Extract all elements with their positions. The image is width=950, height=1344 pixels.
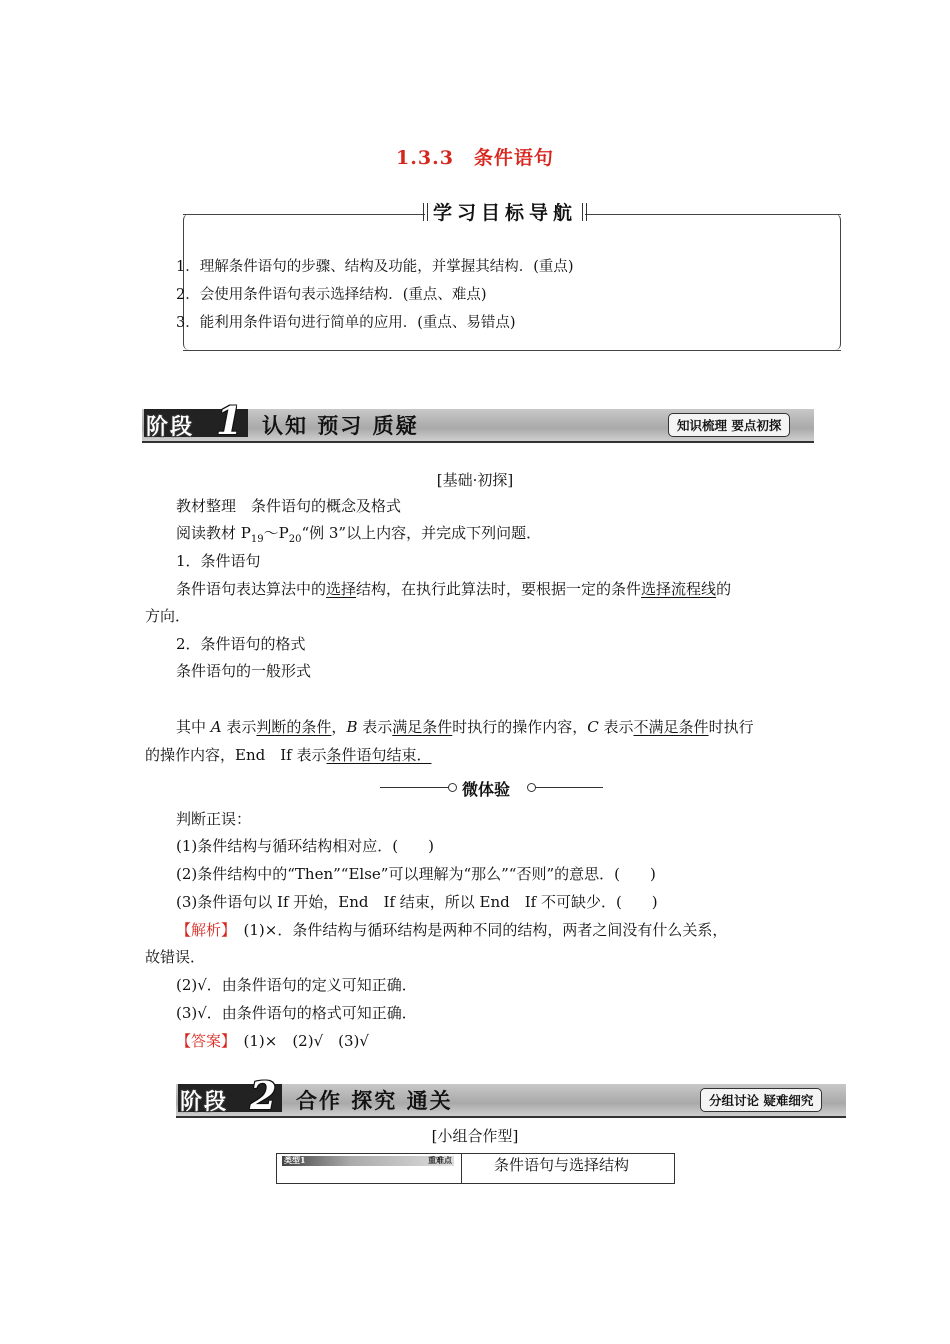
- analysis-line2: (2)√．由条件语句的定义可知正确．: [176, 976, 417, 994]
- stage2-label: 阶段: [180, 1090, 229, 1115]
- analysis-label: 【解析】: [176, 921, 229, 939]
- stage2-title: 合作 探究 通关: [296, 1089, 453, 1113]
- question-1: (1)条件结构与循环结构相对应．( ): [176, 837, 434, 855]
- micro-rule-left: [380, 787, 450, 788]
- question-2: (2)条件结构中的“Then”“Else”可以理解为“那么”“否则”的意思．( ): [176, 865, 656, 883]
- page-title: 1.3.3 条件语句: [396, 147, 554, 169]
- answer-line: 【答案】 (1)× (2)√ (3)√: [176, 1032, 369, 1050]
- type-tag: 重难点: [428, 1155, 452, 1165]
- answer-label: 【答案】: [176, 1032, 229, 1050]
- section1-heading: 教材整理 条件语句的概念及格式: [176, 497, 402, 515]
- reading-instruction: 阅读教材 $P_{19}\sim P_{20}“$例 3”以上内容，并完成下列问题．: [176, 524, 542, 545]
- item2-text: 条件语句的一般形式: [176, 662, 312, 680]
- analysis-line1-cont: 故错误．: [145, 948, 206, 966]
- objective-item-2: 2．会使用条件语句表示选择结构．(重点、难点): [176, 287, 487, 303]
- analysis-line1: 【解析】 (1)×．条件结构与循环结构是两种不同的结构，两者之间没有什么关系，: [176, 921, 728, 939]
- stage1-title: 认知 预习 质疑: [262, 414, 419, 438]
- type-title: 条件语句与选择结构: [494, 1156, 630, 1174]
- objectives-bottom-rule: [183, 350, 841, 351]
- micro-header: 微体验: [462, 780, 511, 799]
- stage2-tag: 分组讨论 疑难细究: [700, 1088, 822, 1112]
- stage2-number: 2: [250, 1073, 277, 1118]
- objective-item-1: 1．理解条件语句的步骤、结构及功能，并掌握其结构．(重点): [176, 259, 574, 275]
- stage1-number: 1: [216, 398, 243, 443]
- judge-label: 判断正误：: [176, 810, 252, 828]
- analysis-line3: (3)√．由条件语句的格式可知正确．: [176, 1004, 417, 1022]
- stage1-tag: 知识梳理 要点初探: [668, 413, 790, 437]
- question-3: (3)条件语句以 If 开始，End If 结束，所以 End If 不可缺少．( ): [176, 893, 658, 911]
- type-label: 类型1: [284, 1155, 306, 1165]
- explain-line1: 其中 A 表示判断的条件，B 表示满足条件时执行的操作内容，C 表示不满足条件时执行: [176, 718, 754, 736]
- section1-subtitle: [基础·初探]: [436, 471, 514, 489]
- item1-text-cont: 方向．: [145, 607, 191, 625]
- section2-subtitle: [小组合作型]: [431, 1127, 519, 1145]
- item1-text: 条件语句表达算法中的选择结构，在执行此算法时，要根据一定的条件选择流程线的: [176, 580, 732, 598]
- stage1-label: 阶段: [146, 415, 195, 440]
- micro-dot-left: [448, 783, 457, 792]
- item1-heading: 1．条件语句: [176, 552, 261, 570]
- type-box-divider: [461, 1153, 462, 1183]
- micro-rule-right: [535, 787, 603, 788]
- objectives-header: 学习目标导航: [425, 198, 585, 225]
- item2-heading: 2．条件语句的格式: [176, 635, 306, 653]
- objective-item-3: 3．能利用条件语句进行简单的应用．(重点、易错点): [176, 315, 516, 331]
- explain-line2: 的操作内容，End If 表示条件语句结束．: [145, 746, 432, 764]
